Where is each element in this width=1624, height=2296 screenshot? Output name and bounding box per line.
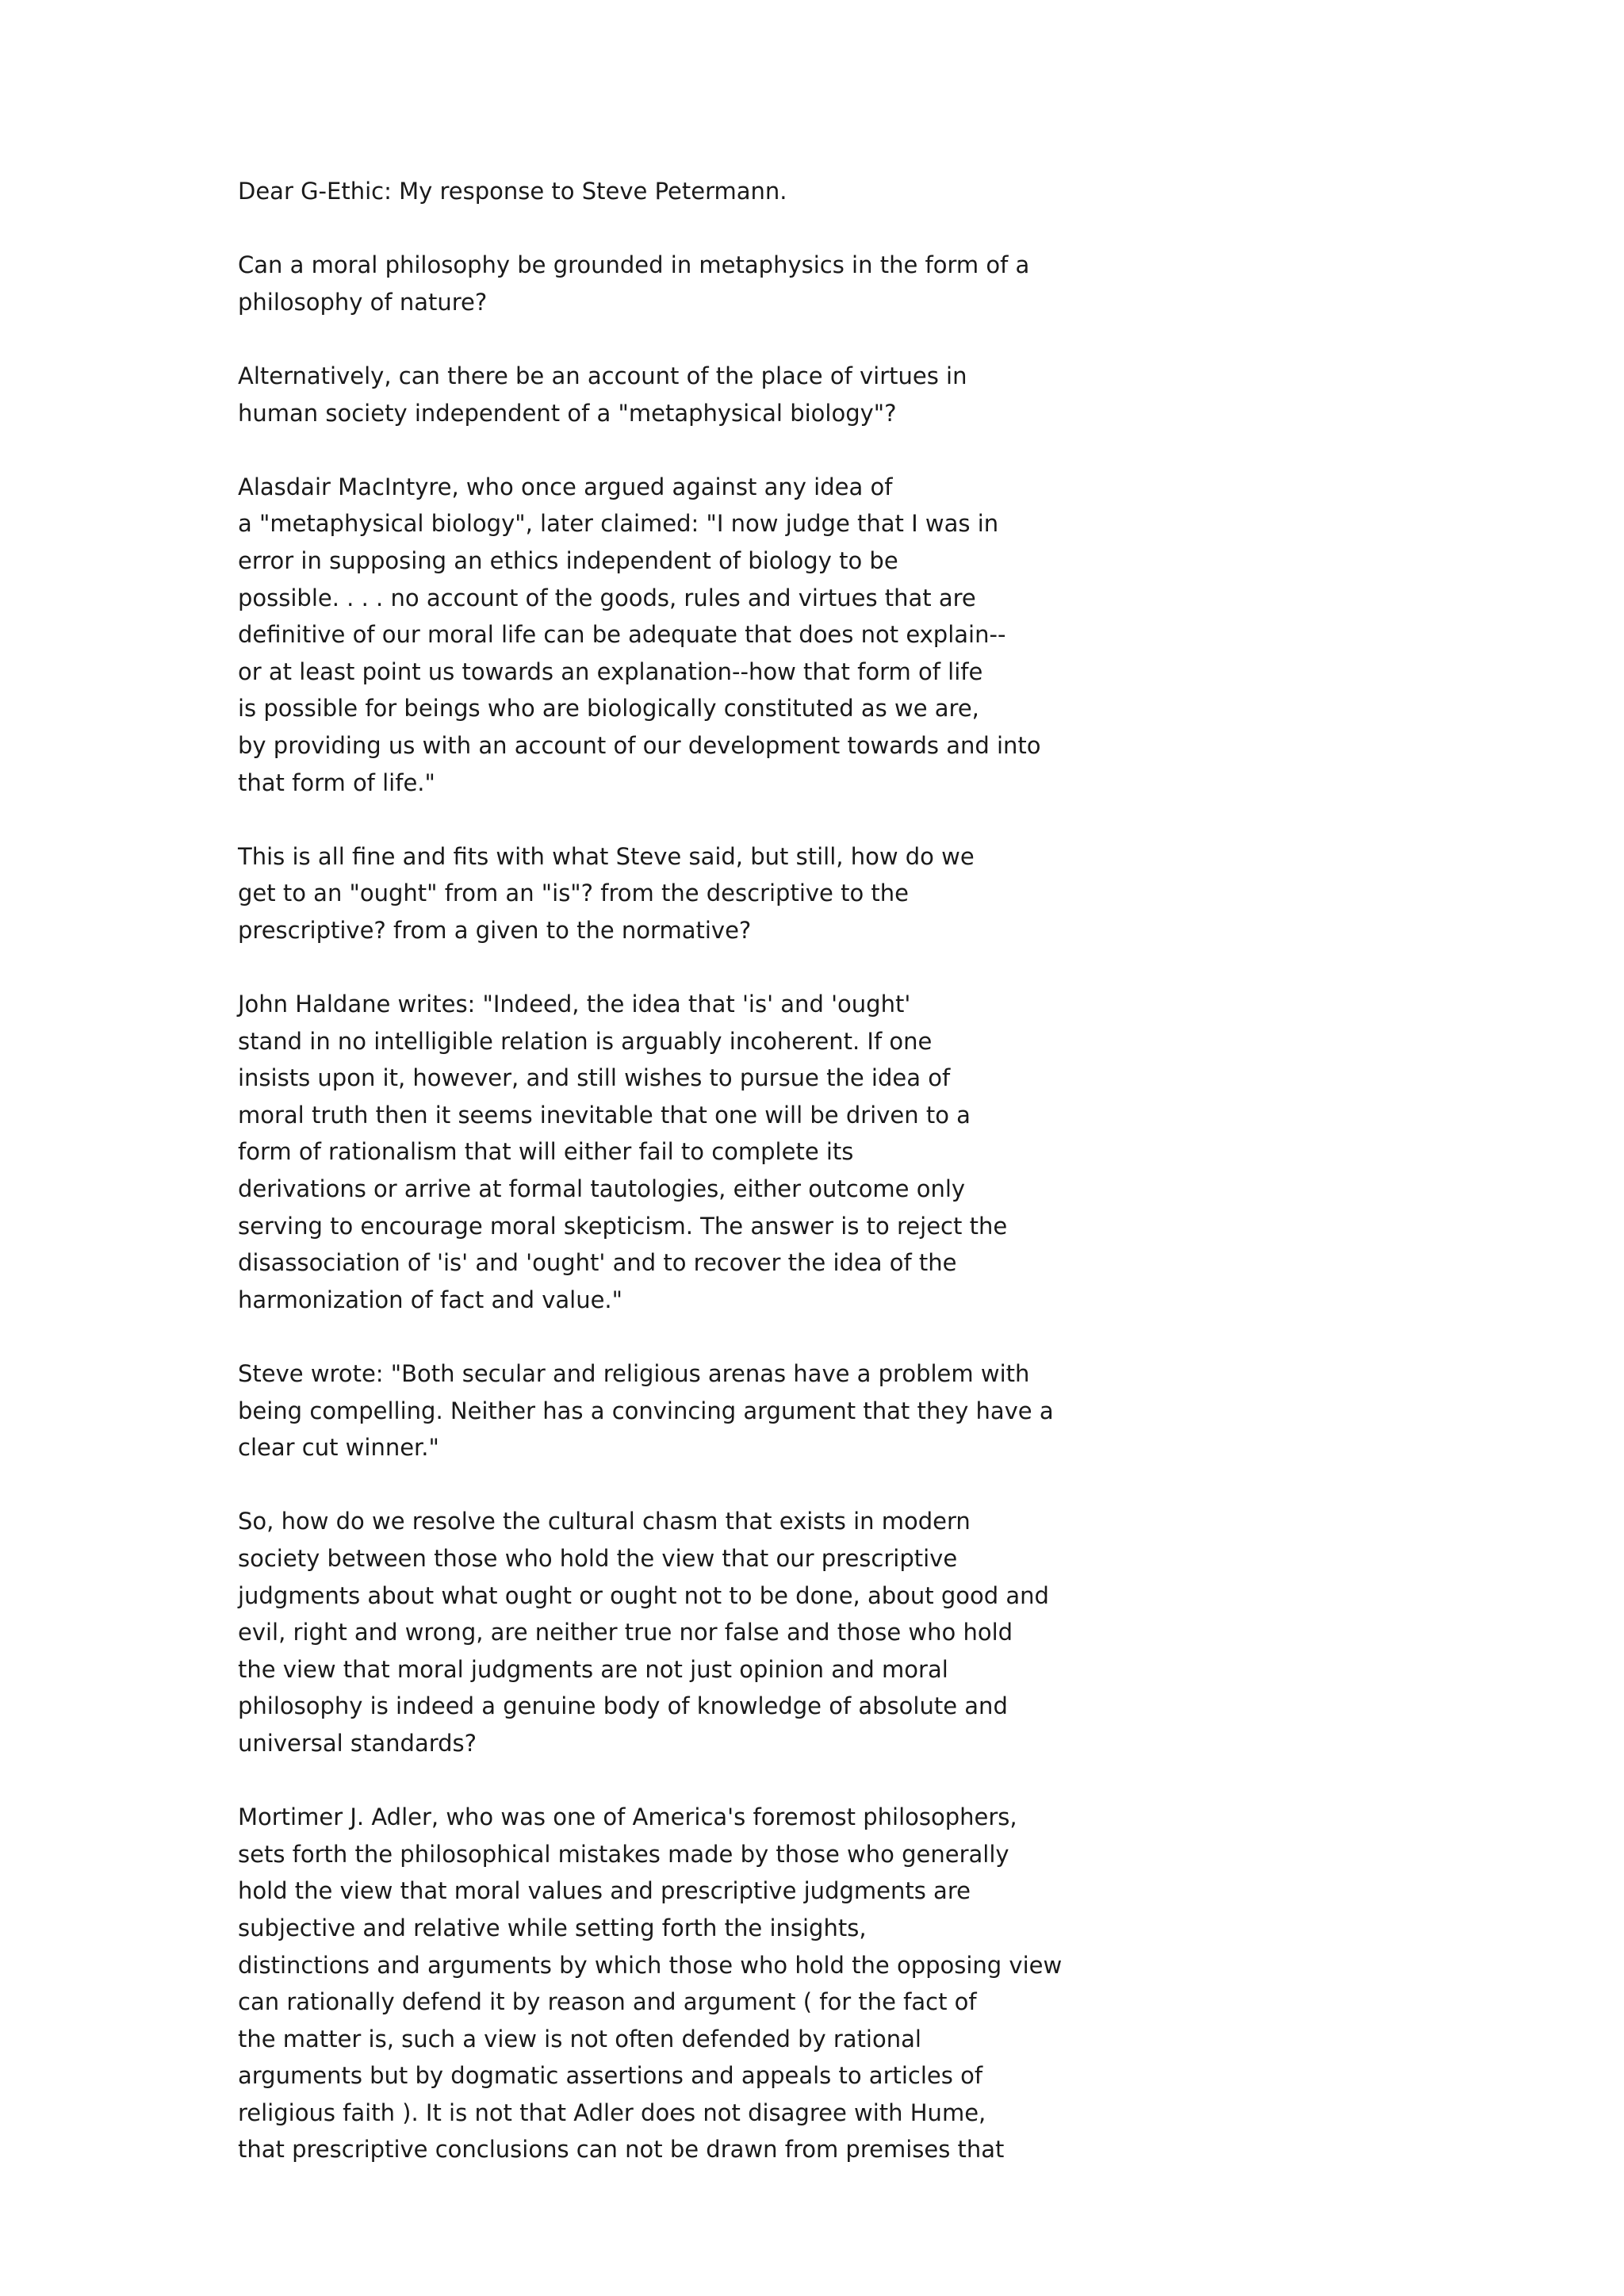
text-line: hold the view that moral values and prescriptive judgments are xyxy=(238,1877,971,1905)
text-line: John Haldane writes: "Indeed, the idea that 'is' and 'ought' xyxy=(238,991,911,1018)
text-line: get to an "ought" from an "is"? from the descriptive to the xyxy=(238,880,910,907)
text-line: prescriptive? from a given to the normative? xyxy=(238,916,752,944)
text-line: universal standards? xyxy=(238,1729,477,1757)
text-line: distinctions and arguments by which those who hold the opposing view xyxy=(238,1951,1063,1979)
text-line: philosophy of nature? xyxy=(238,288,488,316)
text-line: Dear G-Ethic: My response to Steve Petermann. xyxy=(238,178,787,205)
text-line: that form of life." xyxy=(238,769,435,796)
text-line: form of rationalism that will either fail to complete its xyxy=(238,1138,854,1166)
text-line: a "metaphysical biology", later claimed: "I now judge that I was in xyxy=(238,510,999,538)
paragraph xyxy=(238,1503,1427,1761)
text-line: sets forth the philosophical mistakes made by those who generally xyxy=(238,1840,1009,1868)
text-line: is possible for beings who are biologically constituted as we are, xyxy=(238,695,979,723)
text-line: error in supposing an ethics independent of biology to be xyxy=(238,546,898,574)
text-line: derivations or arrive at formal tautologies, either outcome only xyxy=(238,1175,966,1203)
text-line: Can a moral philosophy be grounded in metaphysics in the form of a xyxy=(238,251,1030,279)
text-line: Alternatively, can there be an account of the place of virtues in xyxy=(238,362,967,389)
text-line: moral truth then it seems inevitable that one will be driven to a xyxy=(238,1101,971,1129)
text-line: that prescriptive conclusions can not be drawn from premises that xyxy=(238,2136,1005,2164)
text-line: definitive of our moral life can be adequate that does not explain-- xyxy=(238,621,1006,649)
text-line: can rationally defend it by reason and argument ( for the fact of xyxy=(238,1988,977,2016)
paragraph xyxy=(238,247,1427,320)
text-line: stand in no intelligible relation is arguably incoherent. If one xyxy=(238,1027,933,1055)
text-line: evil, right and wrong, are neither true nor false and those who hold xyxy=(238,1619,1013,1646)
text-line: possible. . . . no account of the goods, rules and virtues that are xyxy=(238,584,976,611)
text-line: clear cut winner." xyxy=(238,1434,439,1462)
paragraph xyxy=(238,986,1427,1318)
text-line: or at least point us towards an explanation--how that form of life xyxy=(238,657,983,685)
text-line: insists upon it, however, and still wishes to pursue the idea of xyxy=(238,1064,951,1092)
paragraph xyxy=(238,1355,1427,1466)
text-line: human society independent of a "metaphysical biology"? xyxy=(238,399,897,427)
text-line: Steve wrote: "Both secular and religious arenas have a problem with xyxy=(238,1360,1030,1387)
text-line: the matter is, such a view is not often defended by rational xyxy=(238,2025,921,2053)
paragraph xyxy=(238,838,1427,949)
paragraph xyxy=(238,469,1427,801)
paragraph xyxy=(238,173,1427,210)
text-line: the view that moral judgments are not just opinion and moral xyxy=(238,1655,948,1683)
text-line: religious faith ). It is not that Adler does not disagree with Hume, xyxy=(238,2099,986,2126)
text-line: being compelling. Neither has a convincing argument that they have a xyxy=(238,1397,1054,1424)
text-line: philosophy is indeed a genuine body of knowledge of absolute and xyxy=(238,1692,1008,1720)
text-line: serving to encourage moral skepticism. The answer is to reject the xyxy=(238,1212,1008,1240)
text-line: So, how do we resolve the cultural chasm that exists in modern xyxy=(238,1508,971,1535)
text-line: Alasdair MacIntyre, who once argued against any idea of xyxy=(238,473,893,500)
text-line: arguments but by dogmatic assertions and appeals to articles of xyxy=(238,2062,983,2090)
text-line: by providing us with an account of our development towards and into xyxy=(238,731,1041,759)
text-line: This is all fine and fits with what Steve said, but still, how do we xyxy=(238,842,975,870)
text-line: judgments about what ought or ought not to be done, about good and xyxy=(238,1581,1049,1609)
text-line: society between those who hold the view that our prescriptive xyxy=(238,1544,958,1572)
text-line: Mortimer J. Adler, who was one of America's foremost philosophers, xyxy=(238,1803,1017,1831)
paragraph xyxy=(238,358,1427,431)
text-line: harmonization of fact and value." xyxy=(238,1286,622,1313)
text-line: subjective and relative while setting forth the insights, xyxy=(238,1914,867,1941)
letter-body xyxy=(238,173,1427,2206)
text-line: disassociation of 'is' and 'ought' and to recover the idea of the xyxy=(238,1249,957,1277)
paragraph xyxy=(238,1799,1427,2168)
